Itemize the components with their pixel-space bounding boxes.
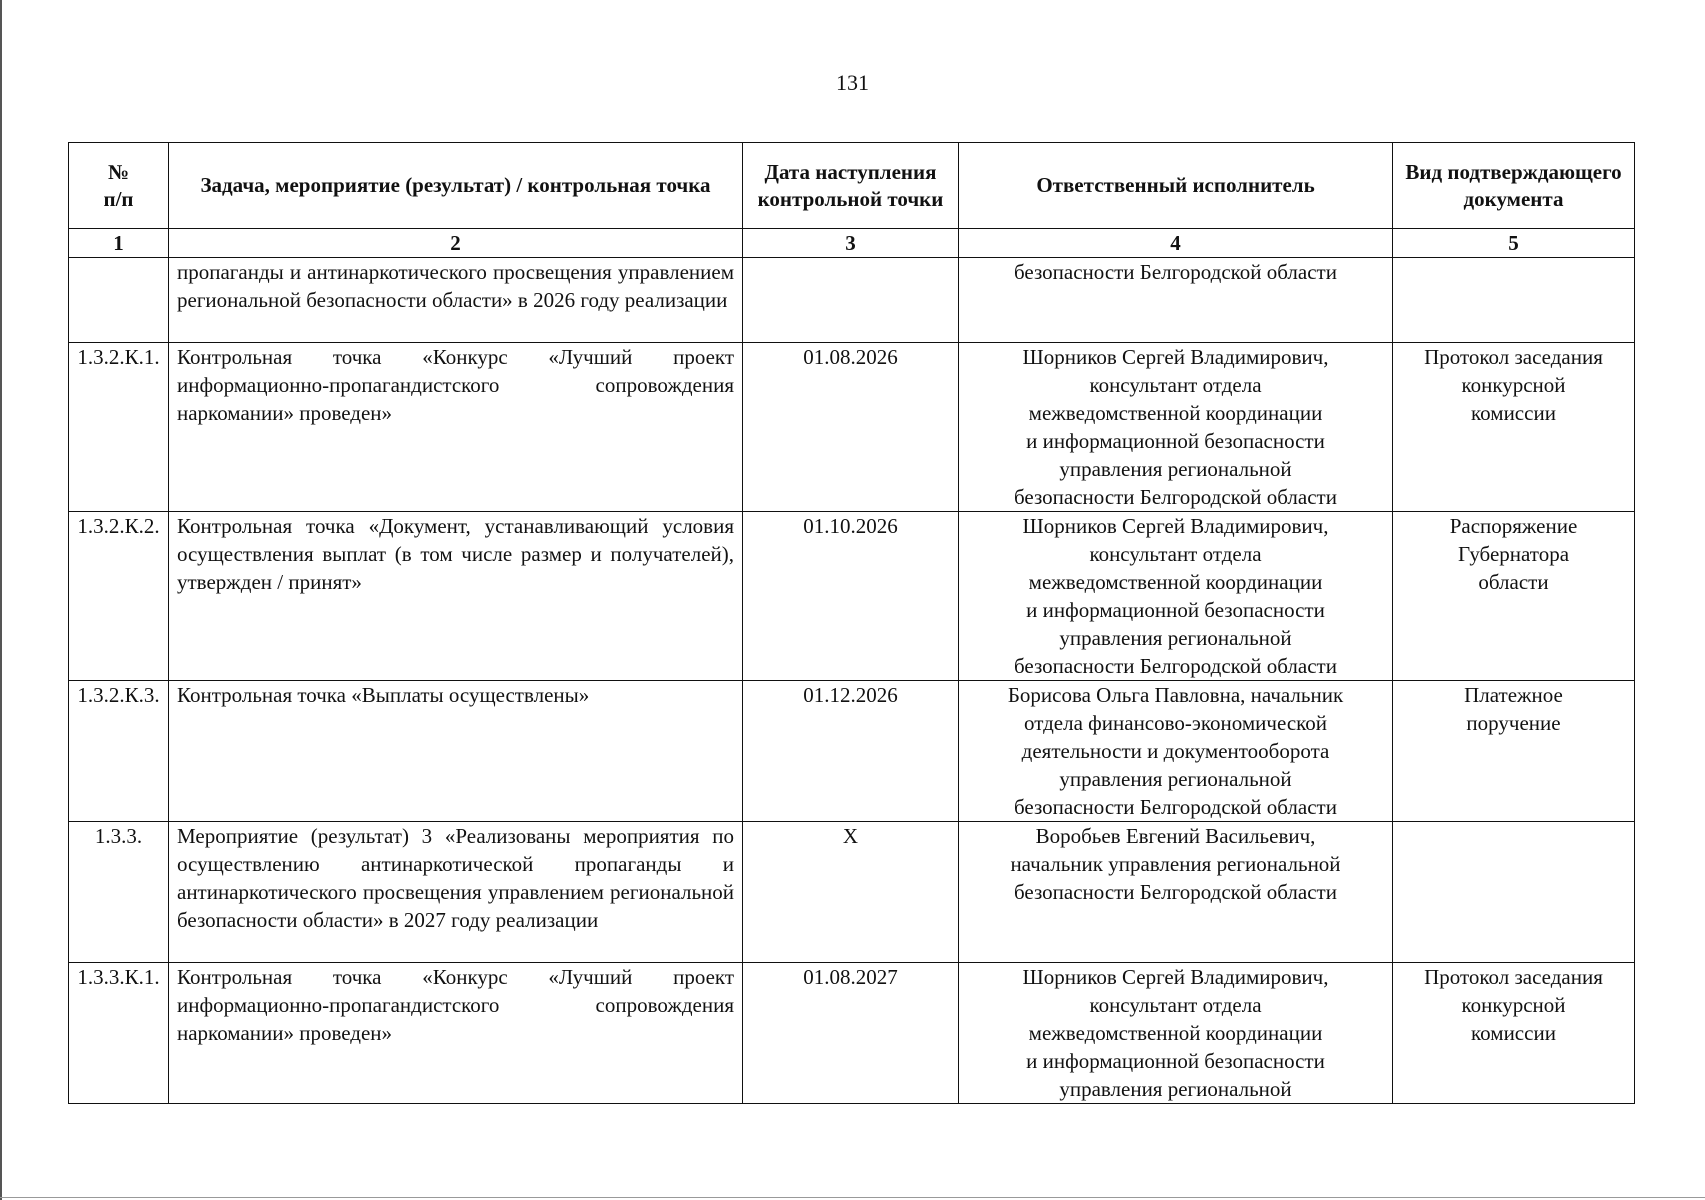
- table-row: [69, 681, 1635, 822]
- row-responsible: Воробьев Евгений Васильевич, начальник управления региональной безопасности Белгородской области: [959, 822, 1393, 963]
- row-date: [743, 258, 959, 343]
- table-row: [69, 343, 1635, 512]
- row-task: Контрольная точка «Документ, устанавливающий условия осуществления выплат (в том числе размер и получателей), утвержден / принят»: [169, 512, 743, 681]
- column-number: 1: [69, 229, 169, 258]
- row-responsible: Борисова Ольга Павловна, начальник отдела финансово-экономической деятельности и документооборота управления региональной безопасности Белгородской области: [959, 681, 1393, 822]
- header-row: [69, 143, 1635, 229]
- row-doc: Платежное поручение: [1393, 681, 1635, 822]
- table-row: [69, 963, 1635, 1104]
- row-date: 01.12.2026: [743, 681, 959, 822]
- row-date: X: [743, 822, 959, 963]
- scan-edge-bottom: [0, 1197, 1705, 1198]
- header-doc: Вид подтверждающего документа: [1393, 143, 1635, 229]
- row-doc: Протокол заседания конкурсной комиссии: [1393, 343, 1635, 512]
- column-number: 3: [743, 229, 959, 258]
- row-number: [69, 258, 169, 343]
- header-task: Задача, мероприятие (результат) / контрольная точка: [169, 143, 743, 229]
- row-date: 01.08.2026: [743, 343, 959, 512]
- column-number: 2: [169, 229, 743, 258]
- row-number: 1.3.3.К.1.: [69, 963, 169, 1104]
- row-doc: Распоряжение Губернатора области: [1393, 512, 1635, 681]
- table-row: [69, 258, 1635, 343]
- table-row: [69, 822, 1635, 963]
- row-number: 1.3.2.К.1.: [69, 343, 169, 512]
- row-task: Контрольная точка «Конкурс «Лучший проект информационно-пропагандистского сопровождения наркомании» проведен»: [169, 963, 743, 1104]
- row-task: Мероприятие (результат) 3 «Реализованы мероприятия по осуществлению антинаркотической пропаганды и антинаркотического просвещения управлением региональной безопасности области» в 2027 году реализации: [169, 822, 743, 963]
- row-doc: [1393, 258, 1635, 343]
- column-number: 5: [1393, 229, 1635, 258]
- column-number-row: [69, 229, 1635, 258]
- row-task: пропаганды и антинаркотического просвещения управлением региональной безопасности области» в 2026 году реализации: [169, 258, 743, 343]
- row-number: 1.3.2.К.3.: [69, 681, 169, 822]
- plan-table-container: [68, 142, 1635, 1104]
- row-responsible: Шорников Сергей Владимирович, консультант отдела межведомственной координации и информационной безопасности управления региональной безопасности Белгородской области: [959, 343, 1393, 512]
- row-number: 1.3.2.К.2.: [69, 512, 169, 681]
- row-date: 01.08.2027: [743, 963, 959, 1104]
- row-doc: Протокол заседания конкурсной комиссии: [1393, 963, 1635, 1104]
- column-number: 4: [959, 229, 1393, 258]
- scan-edge-left: [0, 0, 2, 1200]
- row-task: Контрольная точка «Конкурс «Лучший проект информационно-пропагандистского сопровождения наркомании» проведен»: [169, 343, 743, 512]
- table-row: [69, 512, 1635, 681]
- header-date: Дата наступления контрольной точки: [743, 143, 959, 229]
- row-date: 01.10.2026: [743, 512, 959, 681]
- row-responsible: безопасности Белгородской области: [959, 258, 1393, 343]
- row-responsible: Шорников Сергей Владимирович, консультант отдела межведомственной координации и информационной безопасности управления региональной: [959, 963, 1393, 1104]
- header-responsible: Ответственный исполнитель: [959, 143, 1393, 229]
- header-num: № п/п: [69, 143, 169, 229]
- row-task: Контрольная точка «Выплаты осуществлены»: [169, 681, 743, 822]
- page-number: 131: [836, 70, 869, 95]
- plan-table: [68, 142, 1635, 1104]
- row-doc: [1393, 822, 1635, 963]
- row-responsible: Шорников Сергей Владимирович, консультант отдела межведомственной координации и информационной безопасности управления региональной безопасности Белгородской области: [959, 512, 1393, 681]
- row-number: 1.3.3.: [69, 822, 169, 963]
